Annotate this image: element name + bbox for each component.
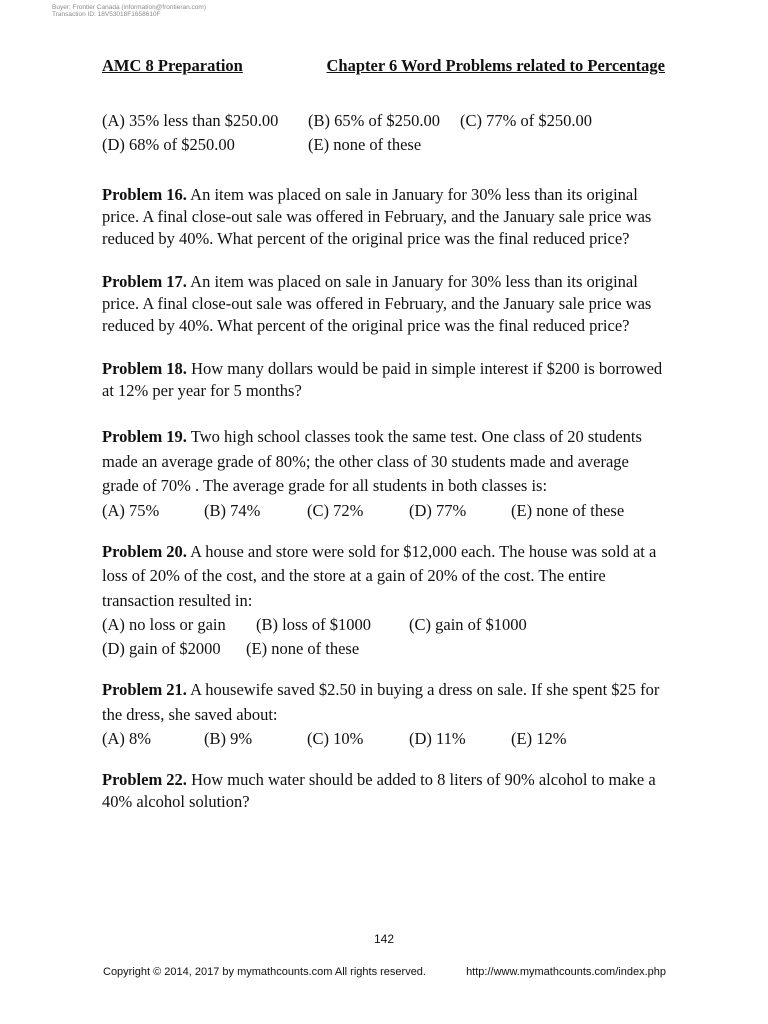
choice-c: (C) 10%	[307, 729, 364, 748]
choice-row	[102, 499, 668, 523]
choice-row	[102, 727, 668, 751]
problem-label: Problem 20.	[102, 541, 187, 561]
page-header	[102, 56, 665, 78]
choice-c: (C) 77% of $250.00	[460, 111, 592, 130]
choice-row	[102, 613, 668, 637]
choice-d: (D) 68% of $250.00	[102, 135, 235, 154]
previous-problem-choices	[102, 110, 668, 158]
problem-text: How many dollars would be paid in simple interest if $200 is borrowed at 12% per year for 5 months?	[102, 359, 663, 400]
choice-a: (A) 35% less than $250.00	[102, 111, 279, 130]
choice-c: (C) gain of $1000	[409, 615, 527, 634]
problem-text: Two high school classes took the same test. One class of 20 students made an average grade of 80%; the other class of 30 students made and average grade of 70% . The average grade for all students in both classes is:	[102, 427, 642, 495]
choice-b: (B) 65% of $250.00	[308, 111, 440, 130]
problem-19	[102, 425, 668, 523]
choice-b: (B) 9%	[204, 729, 253, 748]
choice-a: (A) 75%	[102, 500, 160, 520]
page-content	[102, 110, 668, 813]
choice-b: (B) loss of $1000	[256, 615, 372, 634]
choice-row	[102, 637, 668, 661]
problem-text: How much water should be added to 8 liters of 90% alcohol to make a 40% alcohol solution?	[102, 770, 656, 811]
problem-label: Problem 19.	[102, 427, 187, 446]
choice-row	[102, 134, 668, 158]
problem-18	[102, 358, 668, 402]
header-course-title: AMC 8 Preparation	[102, 56, 243, 75]
problem-text: An item was placed on sale in January for 30% less than its original price. A final close-out sale was offered in February, and the January sale price was reduced by 40%. What percent of the original price was the final reduced price?	[102, 185, 652, 248]
buyer-watermark	[52, 4, 206, 18]
problem-text: A housewife saved $2.50 in buying a dress on sale. If she spent $25 for the dress, she saved about:	[102, 680, 660, 724]
problem-text: An item was placed on sale in January for 30% less than its original price. A final close-out sale was offered in February, and the January sale price was reduced by 40%. What percent of the original price was the final reduced price?	[102, 272, 652, 335]
choice-a: (A) no loss or gain	[102, 615, 226, 634]
problem-21	[102, 678, 668, 751]
choice-a: (A) 8%	[102, 729, 152, 748]
choice-d: (D) 11%	[409, 729, 466, 748]
problem-label: Problem 22.	[102, 770, 187, 789]
choice-c: (C) 72%	[307, 500, 364, 520]
choice-row	[102, 110, 668, 134]
choice-e: (E) none of these	[511, 500, 625, 520]
header-chapter-title: Chapter 6 Word Problems related to Percentage	[326, 56, 665, 75]
page-number: 142	[373, 932, 395, 946]
problem-20	[102, 540, 668, 662]
problem-label: Problem 18.	[102, 359, 187, 378]
problem-label: Problem 17.	[102, 272, 187, 291]
choice-e: (E) 12%	[511, 729, 567, 748]
copyright-notice: Copyright © 2014, 2017 by mymathcounts.com All rights reserved.	[103, 966, 426, 978]
transaction-line: Transaction ID: 18V53018F1658610F	[52, 11, 161, 18]
problem-text: A house and store were sold for $12,000 each. The house was sold at a loss of 20% of the cost, and the store at a gain of 20% of the cost. The entire transaction resulted in:	[102, 541, 657, 610]
problem-17	[102, 271, 668, 337]
problem-16	[102, 184, 668, 250]
choice-d: (D) 77%	[409, 500, 467, 520]
footer-url: http://www.mymathcounts.com/index.php	[466, 966, 666, 978]
problem-label: Problem 16.	[102, 185, 187, 204]
choice-d: (D) gain of $2000	[102, 639, 221, 658]
problem-22	[102, 769, 668, 813]
choice-e: (E) none of these	[246, 639, 360, 658]
choice-b: (B) 74%	[204, 500, 261, 520]
buyer-line: Buyer: Frontier Canada (information@frontieran.com)	[52, 4, 206, 11]
problem-label: Problem 21.	[102, 680, 187, 699]
choice-e: (E) none of these	[308, 135, 422, 154]
